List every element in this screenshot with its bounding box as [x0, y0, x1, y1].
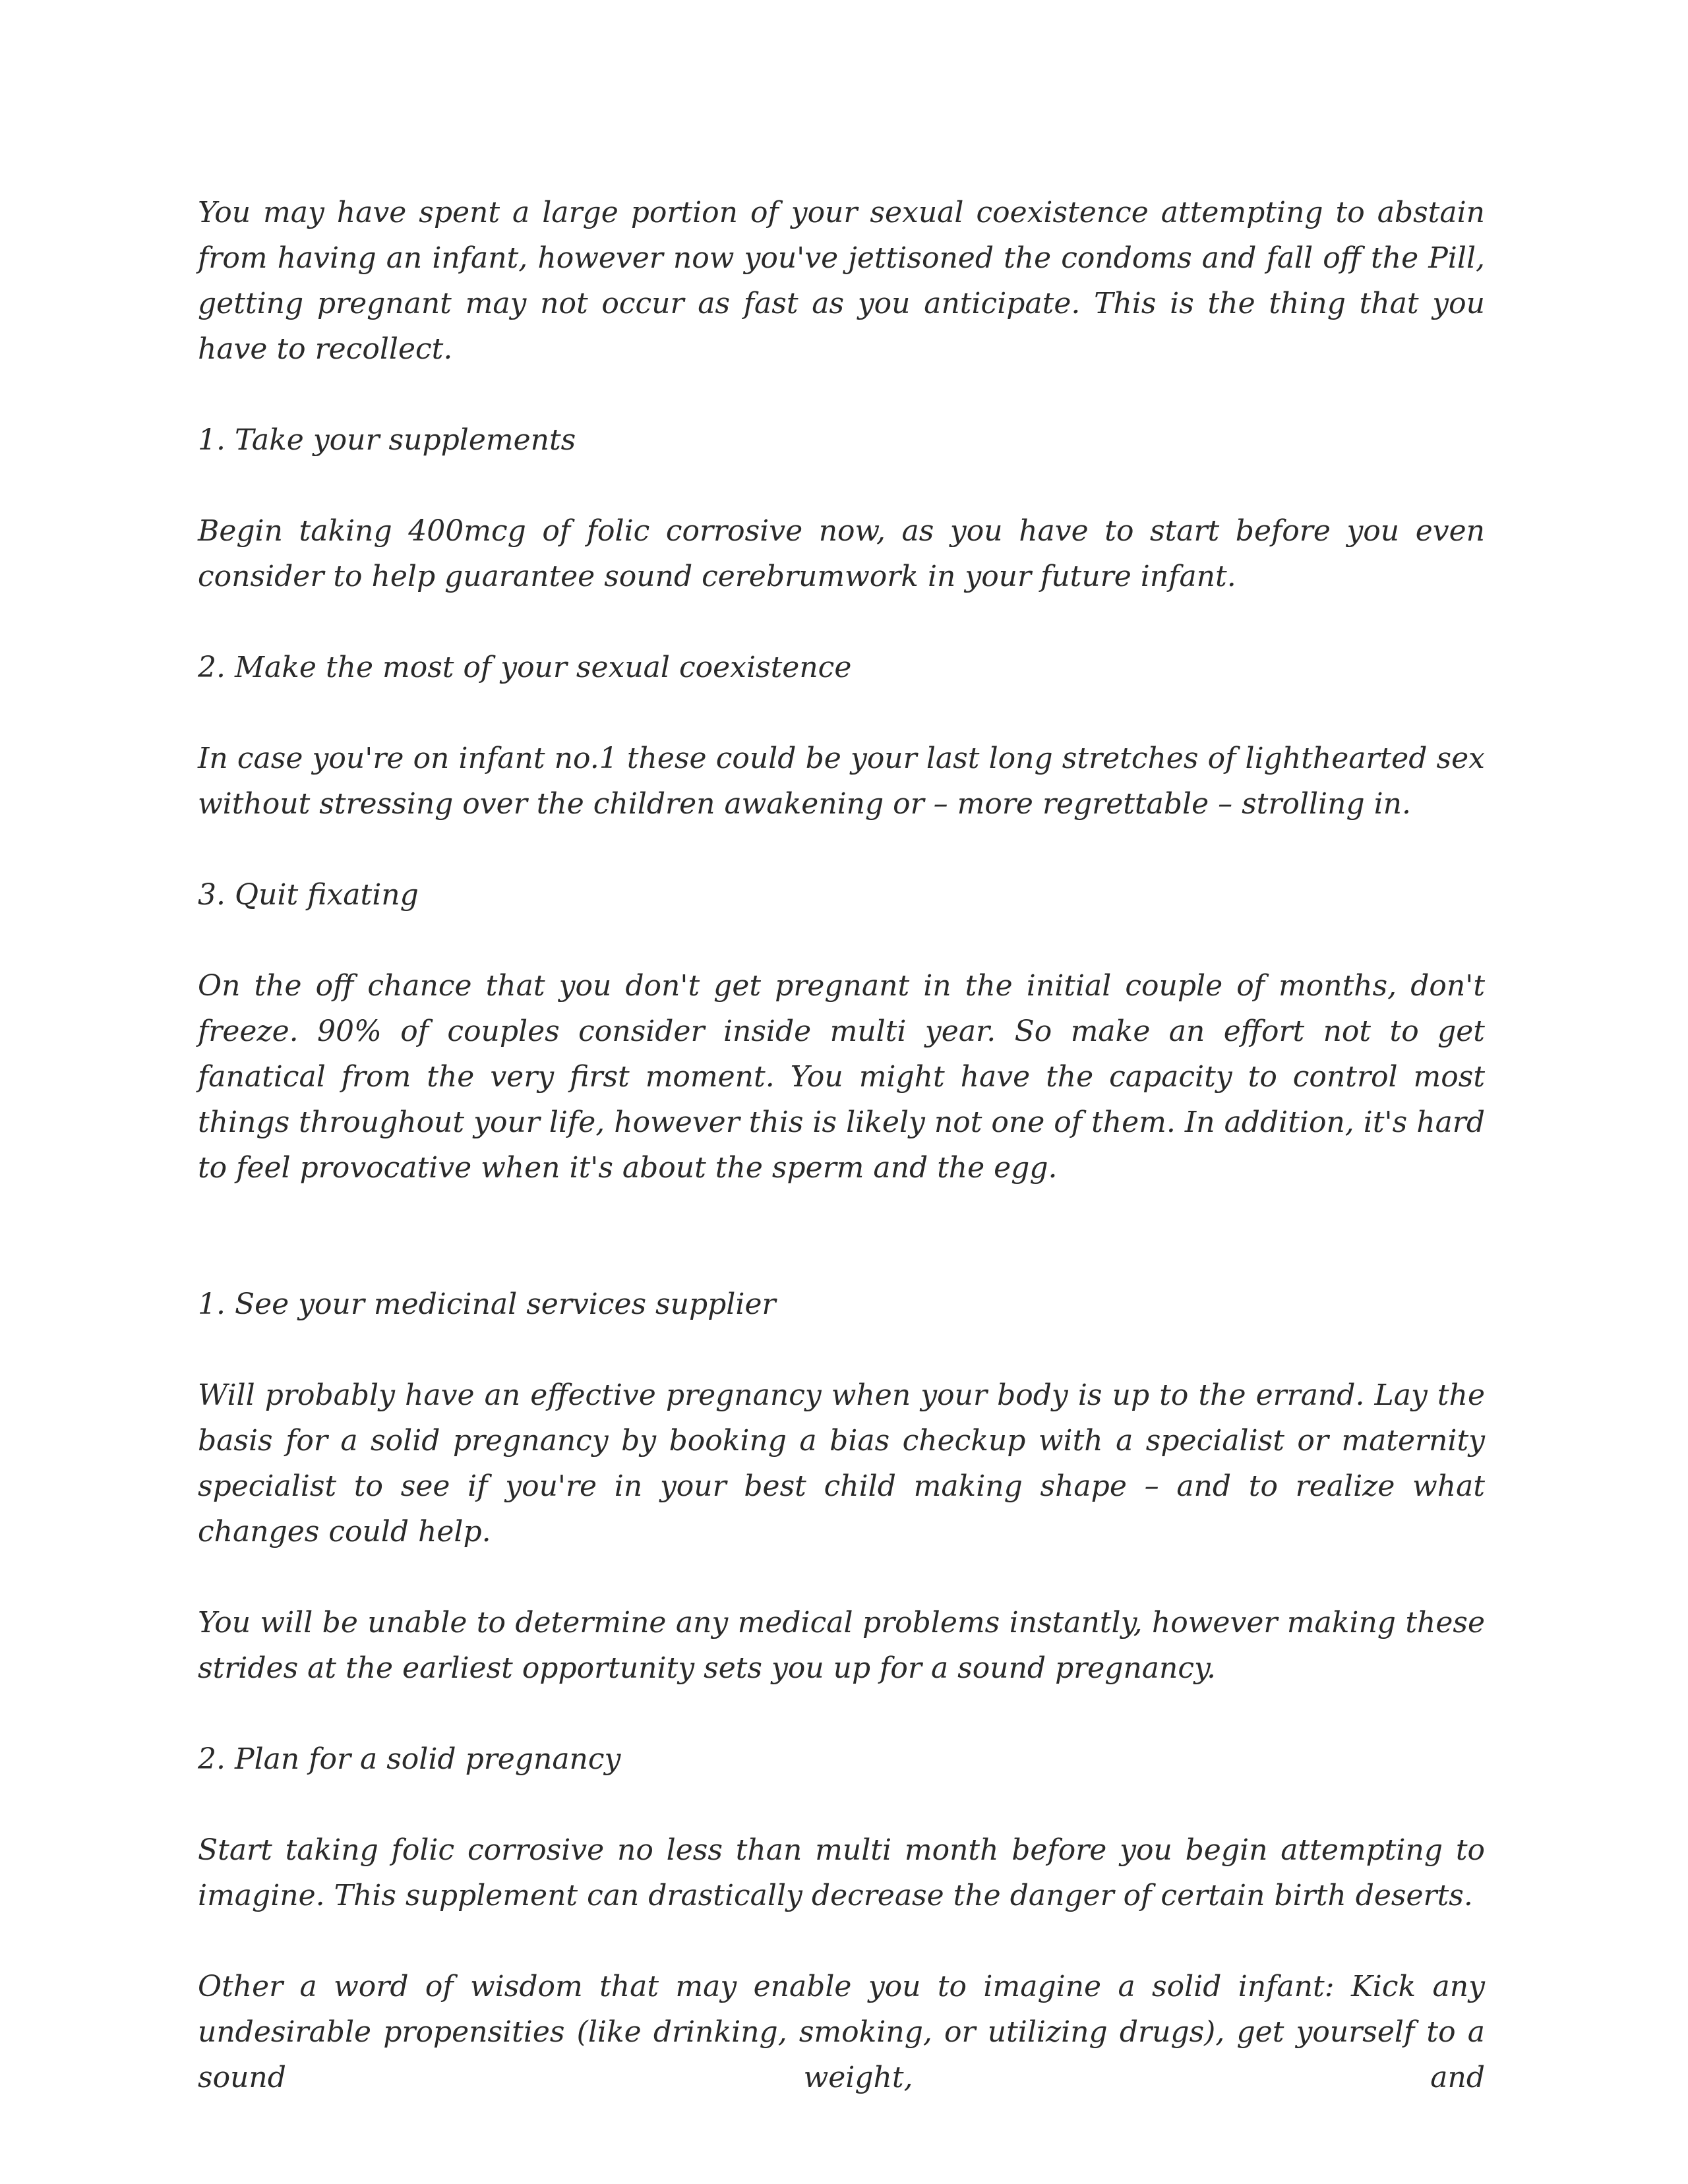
- section-heading-solid-pregnancy: 2. Plan for a solid pregnancy: [198, 1742, 621, 1776]
- section-heading-medicinal-services: 1. See your medicinal services supplier: [198, 1287, 776, 1321]
- section-heading-quit-fixating: 3. Quit fixating: [198, 878, 419, 912]
- document-page: [198, 190, 1485, 2146]
- section-body-medicinal-services-2: You will be unable to determine any medical problems instantly, however making these strides at the earliest opportunity sets you up for a sound pregnancy.: [198, 1606, 1485, 1685]
- section-body-quit-fixating: On the off chance that you don't get pregnant in the initial couple of months, don't freeze. 90% of couples consider inside multi year. So make an effort not to get fanatical from the very first moment. You might have the capacity to control most things throughout your life, however this is likely not one of them. In addition, it's hard to feel provocative when it's about the sperm and the egg.: [198, 969, 1485, 1185]
- section-body-solid-pregnancy-2: Other a word of wisdom that may enable you to imagine a solid infant: Kick any undesirable propensities (like drinking, smoking, or utilizing drugs), get yourself to a sound weight, and: [198, 1970, 1485, 2094]
- intro-paragraph: You may have spent a large portion of your sexual coexistence attempting to abstain from having an infant, however now you've jettisoned the condoms and fall off the Pill, getting pregnant may not occur as fast as you anticipate. This is the thing that you have to recollect.: [198, 196, 1485, 366]
- section-body-solid-pregnancy: Start taking folic corrosive no less than multi month before you begin attempting to imagine. This supplement can drastically decrease the danger of certain birth deserts.: [198, 1833, 1485, 1912]
- section-heading-sexual-coexistence: 2. Make the most of your sexual coexistence: [198, 651, 852, 684]
- section-heading-supplements: 1. Take your supplements: [198, 423, 576, 457]
- section-divider-space: [198, 1236, 1485, 1282]
- section-body-sexual-coexistence: In case you're on infant no.1 these could be your last long stretches of lighthearted sex without stressing over the children awakening or – more regrettable – strolling in.: [198, 742, 1485, 821]
- section-body-supplements: Begin taking 400mcg of folic corrosive now, as you have to start before you even consider to help guarantee sound cerebrumwork in your future infant.: [198, 514, 1485, 593]
- section-body-medicinal-services: Will probably have an effective pregnancy when your body is up to the errand. Lay the basis for a solid pregnancy by booking a bias checkup with a specialist or maternity specialist to see if you're in your best child making shape – and to realize what changes could help.: [198, 1378, 1485, 1549]
